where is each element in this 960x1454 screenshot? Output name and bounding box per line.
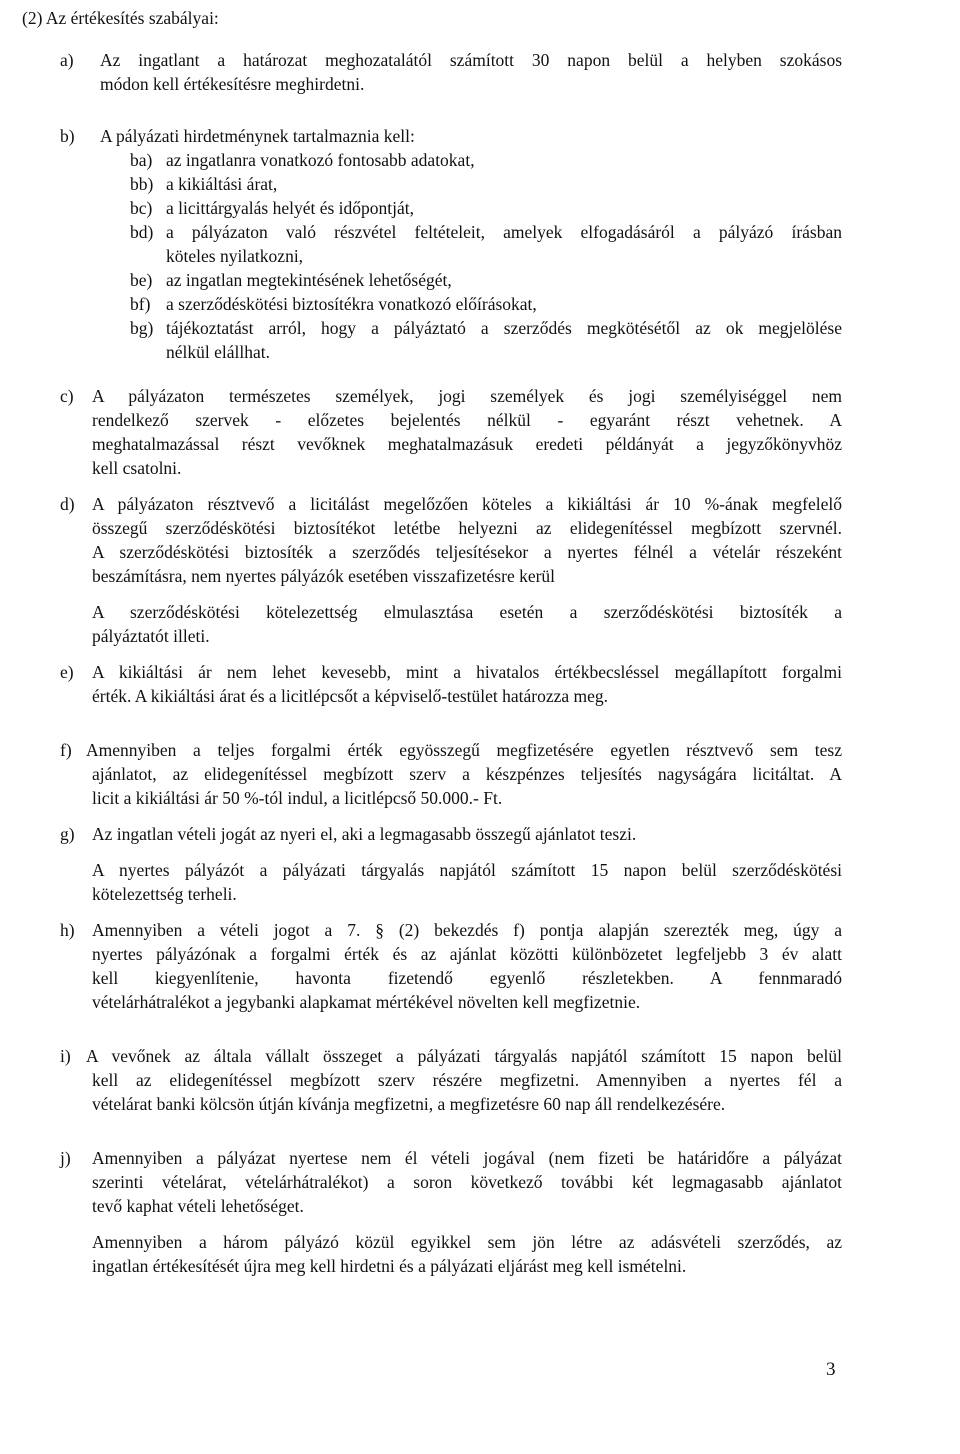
- item-h-line-2: nyertes pályázónak a forgalmi érték és az ajánlat közötti különbözetet legfeljebb 3 év alatt: [92, 944, 842, 964]
- item-j-extra-line-2: ingatlan értékesítését újra meg kell hirdetni és a pályázati eljárást meg kell ismételni.: [92, 1256, 687, 1276]
- section-heading: (2) Az értékesítés szabályai:: [22, 8, 219, 28]
- item-a-line-2: módon kell értékesítésre meghirdetni.: [100, 74, 365, 94]
- item-bd-line-1: a pályázaton való részvétel feltételeit, amelyek elfogadásáról a pályázó írásban: [166, 222, 842, 242]
- item-be-line-1: az ingatlan megtekintésének lehetőségét,: [166, 270, 452, 290]
- item-a-line-1: Az ingatlant a határozat meghozatalától számított 30 napon belül a helyben szokásos: [100, 50, 842, 70]
- item-j-line-2: szerinti vételárat, vételárhátralékot) a soron következő további két legmagasabb ajánlatot: [92, 1172, 842, 1192]
- item-f-label: f): [60, 740, 72, 760]
- item-c-line-2: rendelkező szervek - előzetes bejelentés nélkül - egyaránt részt vehetnek. A: [92, 410, 842, 430]
- item-g-line-1: Az ingatlan vételi jogát az nyeri el, aki a legmagasabb összegű ajánlatot teszi.: [92, 824, 637, 844]
- item-g-extra-line-1: A nyertes pályázót a pályázati tárgyalás napjától számított 15 napon belül szerződéskötési: [92, 860, 842, 880]
- item-i-line-1: A vevőnek az általa vállalt összeget a pályázati tárgyalás napjától számított 15 napon belül: [86, 1046, 842, 1066]
- page-number: 3: [826, 1359, 836, 1380]
- item-j-line-3: tevő kaphat vételi lehetőséget.: [92, 1196, 304, 1216]
- item-d-line-1: A pályázaton résztvevő a licitálást megelőzően köteles a kikiáltási ár 10 %-ának megfelelő: [92, 494, 842, 514]
- item-c-label: c): [60, 386, 74, 406]
- item-a-label: a): [60, 50, 74, 70]
- item-d-label: d): [60, 494, 75, 514]
- item-j-label: j): [60, 1148, 71, 1168]
- item-h-line-4: vételárhátralékot a jegybanki alapkamat mértékével növelten kell megfizetnie.: [92, 992, 641, 1012]
- item-bf-label: bf): [130, 294, 151, 314]
- item-j-line-1: Amennyiben a pályázat nyertese nem él vételi jogával (nem fizeti be határidőre a pályázat: [92, 1148, 842, 1168]
- item-f-line-1: Amennyiben a teljes forgalmi érték egyösszegű megfizetésére egyetlen résztvevő sem tesz: [86, 740, 842, 760]
- item-d-extra-line-1: A szerződéskötési kötelezettség elmulasztása esetén a szerződéskötési biztosíték a: [92, 602, 842, 622]
- item-bb-line-1: a kikiáltási árat,: [166, 174, 278, 194]
- item-d-line-4: beszámításra, nem nyertes pályázók esetében visszafizetésre kerül: [92, 566, 556, 586]
- item-bd-label: bd): [130, 222, 154, 242]
- item-ba-line-1: az ingatlanra vonatkozó fontosabb adatokat,: [166, 150, 475, 170]
- item-b-intro: A pályázati hirdetménynek tartalmaznia kell:: [100, 126, 415, 146]
- item-f-line-3: licit a kikiáltási ár 50 %-tól indul, a licitlépcső 50.000.- Ft.: [92, 788, 503, 808]
- item-i-line-2: kell az elidegenítéssel megbízott szerv részére megfizetni. Amennyiben a nyertes fél a: [92, 1070, 842, 1090]
- item-e-line-2: érték. A kikiáltási árat és a licitlépcsőt a képviselő-testület határozza meg.: [92, 686, 609, 706]
- item-c-line-4: kell csatolni.: [92, 458, 182, 478]
- item-d-line-3: A szerződéskötési biztosíték a szerződés teljesítésekor a nyertes félnél a vételár részeként: [92, 542, 842, 562]
- item-c-line-1: A pályázaton természetes személyek, jogi személyek és jogi személyiséggel nem: [92, 386, 842, 406]
- item-b-label: b): [60, 126, 75, 146]
- item-bd-line-2: köteles nyilatkozni,: [166, 246, 304, 266]
- item-ba-label: ba): [130, 150, 153, 170]
- item-h-line-1: Amennyiben a vételi jogot a 7. § (2) bekezdés f) pontja alapján szerezték meg, úgy a: [92, 920, 842, 940]
- item-d-line-2: összegű szerződéskötési biztosítékot letétbe helyezni az elidegenítéssel megbízott szervnél.: [92, 518, 842, 538]
- item-c-line-3: meghatalmazással részt vevőknek meghatalmazásuk eredeti példányát a jegyzőkönyvhöz: [92, 434, 842, 454]
- item-bg-label: bg): [130, 318, 154, 338]
- item-i-label: i): [60, 1046, 71, 1066]
- item-bc-line-1: a licittárgyalás helyét és időpontját,: [166, 198, 415, 218]
- item-e-label: e): [60, 662, 74, 682]
- item-g-label: g): [60, 824, 75, 844]
- item-bg-line-1: tájékoztatást arról, hogy a pályáztató a szerződés megkötésétől az ok megjelölése: [166, 318, 842, 338]
- item-bc-label: bc): [130, 198, 153, 218]
- item-bf-line-1: a szerződéskötési biztosítékra vonatkozó előírásokat,: [166, 294, 537, 314]
- item-j-extra-line-1: Amennyiben a három pályázó közül egyikkel sem jön létre az adásvételi szerződés, az: [92, 1232, 842, 1252]
- item-g-extra-line-2: kötelezettség terheli.: [92, 884, 237, 904]
- item-f-line-2: ajánlatot, az elidegenítéssel megbízott szerv a készpénzes teljesítés nagyságára licitáltat. A: [92, 764, 842, 784]
- item-be-label: be): [130, 270, 153, 290]
- item-i-line-3: vételárat banki kölcsön útján kívánja megfizetni, a megfizetésre 60 nap áll rendelkezésére.: [92, 1094, 726, 1114]
- item-h-line-3: kell kiegyenlítenie, havonta fizetendő egyenlő részletekben. A fennmaradó: [92, 968, 842, 988]
- item-e-line-1: A kikiáltási ár nem lehet kevesebb, mint a hivatalos értékbecsléssel megállapított forgalmi: [92, 662, 842, 682]
- item-d-extra-line-2: pályáztatót illeti.: [92, 626, 210, 646]
- item-h-label: h): [60, 920, 75, 940]
- item-bb-label: bb): [130, 174, 154, 194]
- item-bg-line-2: nélkül elállhat.: [166, 342, 270, 362]
